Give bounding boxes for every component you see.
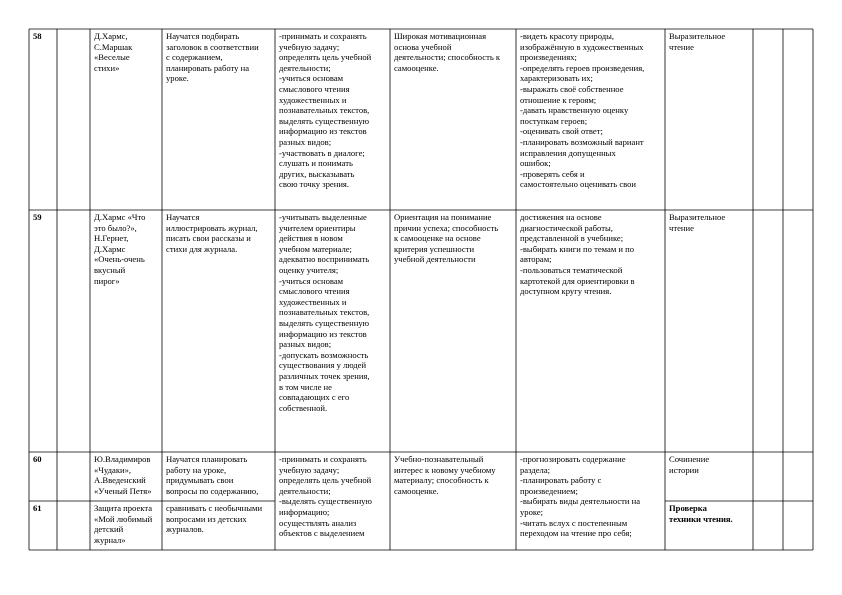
author-title: Защита проекта «Мой любимый детский журнал» xyxy=(94,503,153,545)
control-form: Выразительное чтение xyxy=(669,212,726,233)
control-form: Сочинение истории xyxy=(669,454,710,475)
author-title: Ю.Владимиров «Чудаки», А.Введенский «Ученый Петя» xyxy=(94,454,152,496)
subject-results: -видеть красоту природы, изображённую в художественных произведениях; -определять героев произведения, характеризовать их; -выражать своё собственное отношение к героям; -давать нравственную оценку поступкам героев; -оценивать свой ответ; -планировать возможный вариант исправления допущенных ошибок; -проверять себя и самостоятельно оценивать свои xyxy=(520,31,645,190)
regulative-skills: -учитывать выделенные учителем ориентиры действия в новом учебном материале; адекватно воспринимать оценку учителя; -учиться основам смыслового чтения художественных и познавательных текстов, выделять существенную информацию из текстов разных видов; -допускать возможность существования у людей различных точек зрения, в том числе не совпадающих с его собственной. xyxy=(279,212,370,413)
personal-results: Учебно-познавательный интерес к новому учебному материалу; способность к самооценке. xyxy=(394,454,496,496)
row-number: 60 xyxy=(33,454,42,464)
author-title: Д.Хармс «Что это было?», Н.Гернет, Д.Хармс «Очень-очень вкусный пирог» xyxy=(94,212,146,286)
personal-results: Широкая мотивационная основа учебной деятельности; способность к самооценке. xyxy=(394,31,501,73)
subject-results: -прогнозировать содержание раздела; -планировать работу с произведением; -выбирать виды деятельности на уроке; -читать вслух с постепенным переходом на чтение про себя; xyxy=(520,454,641,539)
lesson-content: Научатся планировать работу на уроке, придумывать свои вопросы по содержанию, xyxy=(166,454,259,496)
row-number: 58 xyxy=(33,31,42,41)
lesson-content: Научатся иллюстрировать журнал, писать свои рассказы и стихи для журнала. xyxy=(166,212,258,254)
control-form: Проверка техники чтения. xyxy=(669,503,733,524)
lesson-content: сравнивать с необычными вопросами из детских журналов. xyxy=(166,503,263,535)
regulative-skills: -принимать и сохранять учебную задачу; определять цель учебной деятельности; -выделять существенную информацию; осуществлять анализ объектов с выделением xyxy=(279,454,372,539)
personal-results: Ориентация на понимание причин успеха; способность к самооценке на основе критерия успешности учебной деятельности xyxy=(394,212,499,265)
subject-results: достижения на основе диагностической работы, представленной в учебнике; -выбирать книги по темам и по авторам; -пользоваться тематической картотекой для ориентировки в доступном кругу чтения. xyxy=(520,212,635,297)
author-title: Д.Хармс, С.Маршак «Веселые стихи» xyxy=(94,31,133,73)
row-number: 59 xyxy=(33,212,42,222)
lesson-content: Научатся подбирать заголовок в соответствии с содержанием, планировать работу на уроке. xyxy=(166,31,259,84)
regulative-skills: -принимать и сохранять учебную задачу; определять цель учебной деятельности; -учиться основам смыслового чтения художественных и познавательных текстов, выделять существенную информацию из текстов разных видов; -участвовать в диалоге; слушать и понимать других, высказывать свою точку зрения. xyxy=(279,31,372,190)
row-number: 61 xyxy=(33,503,42,513)
control-form: Выразительное чтение xyxy=(669,31,726,52)
